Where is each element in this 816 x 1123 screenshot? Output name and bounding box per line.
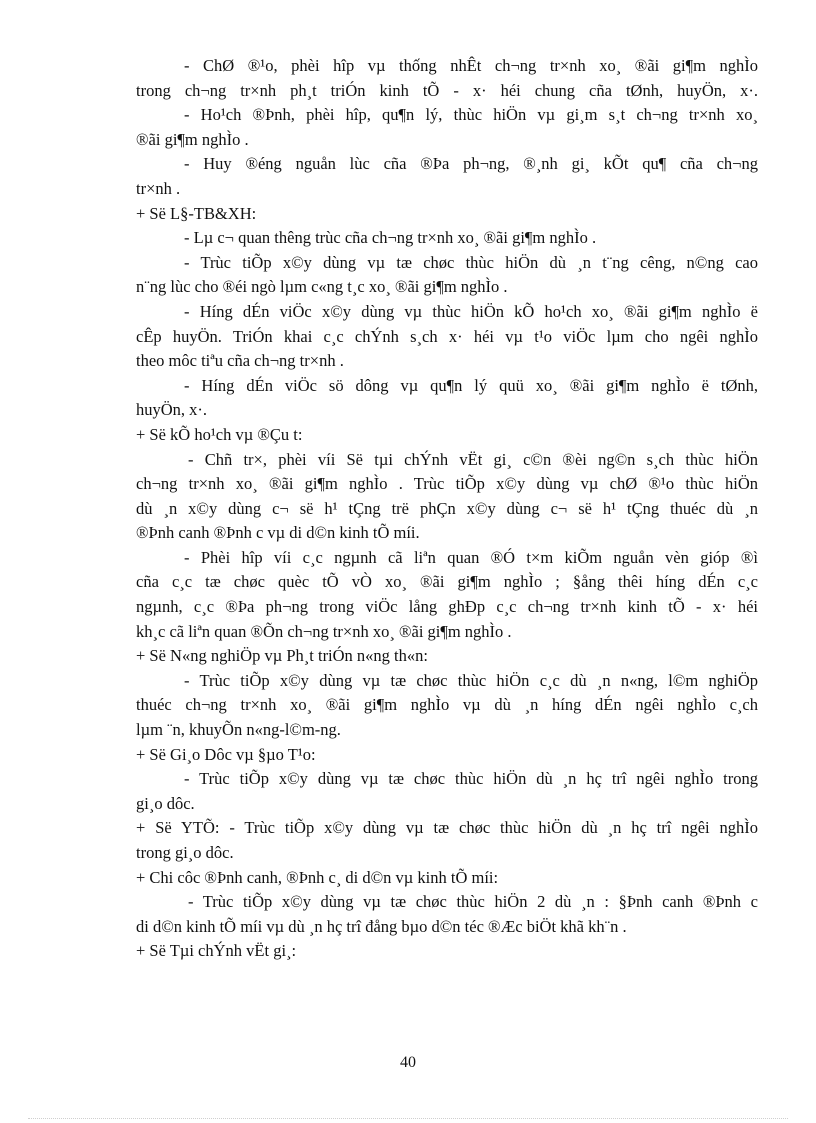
text-line: - Trùc tiÕp x©y dùng vµ tæ chøc thùc hiÖn 2 dù ¸n : §Þnh canh ®Þnh c (188, 892, 758, 912)
text-line: ch¬ng tr×nh xo¸ ®ãi gi¶m nghÌo . Trùc tiÕp x©y dùng vµ chØ ®¹o thùc hiÖn (136, 474, 758, 494)
text-line: ngµnh, c¸c ®Þa ph¬ng trong viÖc lång ghÐp c¸c ch¬ng tr×nh kinh tÕ - x· héi (136, 597, 758, 617)
text-line: ®ãi gi¶m nghÌo . (136, 129, 249, 149)
section-heading: + Së N«ng nghiÖp vµ Ph¸t triÓn n«ng th«n: (136, 646, 428, 666)
text-line: ®Þnh canh ®Þnh c vµ di d©n kinh tÕ míi. (136, 523, 420, 543)
text-line: - Lµ c¬ quan thêng trùc cña ch¬ng tr×nh xo¸ ®ãi gi¶m nghÌo . (184, 228, 597, 248)
text-line: huyÖn, x·. (136, 400, 208, 420)
text-line: - ChØ ®¹o, phèi hîp vµ thống nhÊt ch¬ng tr×nh xo¸ ®ãi gi¶m nghÌo (184, 56, 758, 75)
document-body (136, 54, 758, 964)
page-bottom-divider (28, 1118, 788, 1119)
section-heading: + Së L§-TB&XH: (136, 203, 257, 223)
page-number: 40 (400, 1054, 416, 1071)
text-line: - Chñ tr×, phèi víi Së tµi chÝnh vËt gi¸ c©n ®èi ng©n s¸ch thùc hiÖn (188, 449, 758, 469)
section-heading: + Chi côc ®Þnh canh, ®Þnh c¸ di d©n vµ kinh tÕ míi: (136, 867, 499, 887)
text-line: trong ch¬ng tr×nh ph¸t triÓn kinh tÕ - x· héi chung cña tØnh, huyÖn, x·. (136, 80, 758, 100)
text-line: gi¸o dôc. (136, 793, 195, 813)
text-line: - Híng dÉn viÖc sö dông vµ qu¶n lý quü xo¸ ®ãi gi¶m nghÌo ë tØnh, (184, 375, 758, 395)
section-heading: + Së YTÕ: - Trùc tiÕp x©y dùng vµ tæ chøc thùc hiÖn dù ¸n hç trî ngêi nghÌo (136, 818, 758, 838)
text-line: thuéc ch¬ng tr×nh xo¸ ®ãi gi¶m nghÌo vµ dù ¸n híng dÉn ngêi nghÌo c¸ch (136, 695, 758, 715)
text-line: - Trùc tiÕp x©y dùng vµ tæ chøc thùc hiÖn dù ¸n t¨ng cêng, n©ng cao (184, 252, 758, 272)
text-line: n¨ng lùc cho ®éi ngò lµm c«ng t¸c xo¸ ®ãi gi¶m nghÌo . (136, 277, 508, 297)
section-heading: + Së Gi¸o Dôc vµ §µo T¹o: (136, 744, 316, 764)
text-line: dù ¸n x©y dùng c¬ së h¹ tÇng trë phÇn x©y dùng c¬ së h¹ tÇng thuéc dù ¸n (136, 498, 758, 518)
text-line: cña c¸c tæ chøc quèc tÕ vÒ xo¸ ®ãi gi¶m nghÌo ; §ång thêi híng dÉn c¸c (136, 572, 758, 592)
text-line: kh¸c cã liªn quan ®Õn ch¬ng tr×nh xo¸ ®ãi gi¶m nghÌo . (136, 621, 512, 641)
text-line: - Trùc tiÕp x©y dùng vµ tæ chøc thùc hiÖn dù ¸n hç trî ngêi nghÌo trong (184, 769, 758, 789)
text-line: tr×nh . (136, 178, 181, 198)
text-line: lµm ¨n, khuyÕn n«ng-l©m-ng. (136, 720, 341, 740)
text-line: trong gi¸o dôc. (136, 843, 234, 862)
text-line: - Huy ®éng nguån lùc cña ®Þa ph¬ng, ®¸nh gi¸ kÕt qu¶ cña ch¬ng (184, 154, 758, 174)
text-line: - Trùc tiÕp x©y dùng vµ tæ chøc thùc hiÖn c¸c dù ¸n n«ng, l©m nghiÖp (184, 670, 758, 690)
text-line: di d©n kinh tÕ míi vµ dù ¸n hç trî đång bµo d©n téc ®Æc biÖt khã kh¨n . (136, 916, 627, 936)
text-line: theo môc tiªu cña ch¬ng tr×nh . (136, 351, 344, 371)
text-line: - Phèi hîp víi c¸c ngµnh cã liªn quan ®Ó t×m kiÕm nguån vèn gióp ®ì (184, 547, 758, 567)
text-line: cÊp huyÖn. TriÓn khai c¸c chÝnh s¸ch x· héi vµ t¹o viÖc lµm cho ngêi nghÌo (136, 326, 758, 346)
section-heading: + Së kÕ ho¹ch vµ ®Çu t: (136, 424, 303, 444)
text-line: - Ho¹ch ®Þnh, phèi hîp, qu¶n lý, thùc hiÖn vµ gi¸m s¸t ch¬ng tr×nh xo¸ (184, 105, 758, 125)
text-line: - Híng dÉn viÖc x©y dùng vµ thùc hiÖn kÕ ho¹ch xo¸ ®ãi gi¶m nghÌo ë (184, 301, 758, 321)
section-heading: + Së Tµi chÝnh vËt gi¸: (136, 941, 297, 961)
